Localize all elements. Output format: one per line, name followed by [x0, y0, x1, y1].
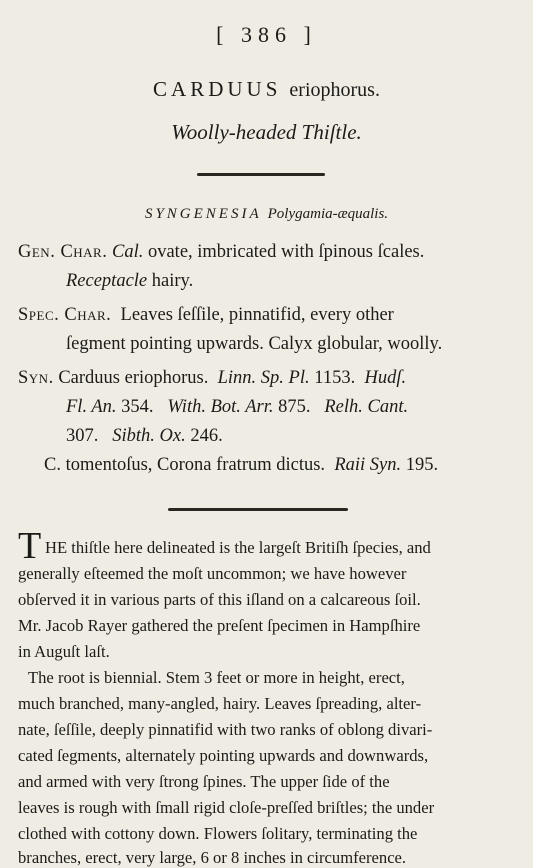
syn-label: Syn. — [18, 368, 54, 388]
page-number: [ 386 ] — [216, 22, 317, 47]
gen-char-line-2 — [66, 271, 193, 292]
species-epithet: eriophorus. — [289, 79, 380, 101]
species-title — [0, 76, 533, 102]
spec-char-line-2: ſegment pointing upwards. Calyx globular, woolly. — [66, 334, 443, 354]
syn-reference: Fl. An. — [66, 397, 117, 417]
spec-char-label: Spec. Char. — [18, 305, 112, 325]
paragraph-line: much branched, many-angled, hairy. Leaves ſpreading, alter- — [18, 694, 422, 713]
paragraph-line: obſerved it in various parts of this iſland on a calcareous ſoil. — [18, 590, 421, 609]
paragraph-line: HE thiſtle here delineated is the largeſt Britiſh ſpecies, and — [45, 538, 431, 557]
syn-name: Carduus eriophorus. — [58, 368, 209, 388]
syn-line-3 — [66, 426, 223, 447]
spec-char-text: Leaves ſeſſile, pinnatifid, every other — [120, 305, 394, 325]
paragraph-line: The root is biennial. Stem 3 feet or more in height, erect, — [28, 668, 405, 687]
syn-reference: Linn. Sp. Pl. — [217, 368, 310, 388]
syn-reference: Raii Syn. — [334, 455, 402, 475]
paragraph-line: clothed with cottony down. Flowers ſolitary, terminating the — [18, 824, 418, 843]
gen-char-term: Cal. — [111, 242, 144, 262]
syn-reference: With. Bot. Arr. — [167, 397, 274, 417]
syn-page: 246. — [190, 426, 223, 446]
syn-page: 875. — [278, 397, 311, 417]
gen-char-line-1 — [18, 242, 424, 263]
syn-line-1 — [18, 368, 406, 389]
paragraph-line: in Auguſt laſt. — [18, 642, 110, 661]
paragraph-line: leaves is rough with ſmall rigid cloſe-preſſed briſtles; the under — [18, 798, 435, 817]
syn-reference: Sibth. Ox. — [112, 426, 186, 446]
syn-line-2 — [66, 397, 408, 418]
class-name: SYNGENESIA — [144, 206, 262, 222]
paragraph-line: and armed with very ſtrong ſpines. The upper ſide of the — [18, 772, 390, 791]
syn-page: 307. — [66, 426, 99, 446]
syn-page: 1153. — [314, 368, 356, 388]
syn-line-4 — [44, 455, 438, 476]
paragraph-line: cated ſegments, alternately pointing upwards and downwards, — [18, 746, 429, 765]
genus-name: CARDUUS — [153, 77, 282, 101]
divider-rule — [197, 173, 325, 176]
drop-cap: T — [18, 525, 42, 567]
syn-name: C. tomentoſus, Corona fratrum dictus. — [44, 455, 326, 475]
gen-char-text: ovate, imbricated with ſpinous ſcales. — [143, 242, 425, 262]
syn-reference: Hudſ. — [364, 368, 407, 388]
common-name: Woolly-headed Thiſtle. — [171, 120, 362, 144]
paragraph-line: generally eſteemed the moſt uncommon; we have however — [18, 564, 407, 583]
syn-page: 354. — [121, 397, 154, 417]
gen-char-label: Gen. Char. — [18, 242, 108, 262]
linnaean-classification — [0, 206, 533, 223]
syn-page: 195. — [405, 455, 439, 475]
paragraph-line: Mr. Jacob Rayer gathered the preſent ſpecimen in Hampſhire — [18, 616, 421, 635]
paragraph-line: nate, ſeſſile, deeply pinnatifid with two ranks of oblong divari- — [18, 720, 433, 739]
spec-char-line-1 — [18, 305, 394, 326]
gen-char-text-2: hairy. — [147, 271, 194, 291]
syn-reference: Relh. Cant. — [324, 397, 409, 417]
divider-rule — [168, 508, 348, 511]
gen-char-term-2: Receptacle — [66, 271, 148, 291]
paragraph-line: branches, erect, very large, 6 or 8 inches in circumference. — [18, 848, 407, 867]
order-name: Polygamia-æqualis. — [267, 206, 389, 222]
